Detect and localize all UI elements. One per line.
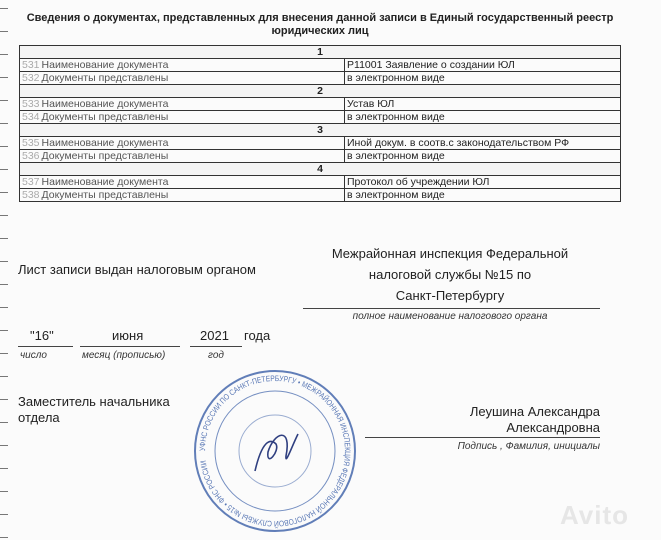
documents-table — [19, 45, 621, 202]
authority-line: Санкт-Петербургу — [395, 288, 505, 303]
margin-rule — [0, 307, 8, 308]
row-value: Протокол об учреждении ЮЛ — [345, 176, 621, 189]
section-row — [20, 163, 621, 176]
row-label: Наименование документа — [41, 137, 169, 149]
margin-rule — [0, 215, 8, 216]
row-number: 538 — [22, 189, 40, 201]
stamp-text: УФНС РОССИИ ПО САНКТ-ПЕТЕРБУРГУ • МЕЖРАЙОННАЯ ИНСПЕКЦИЯ ФЕДЕРАЛЬНОЙ НАЛОГОВОЙ СЛУЖБЫ №15 • ФНС РОССИИ — [197, 373, 353, 529]
table-row — [20, 176, 621, 189]
margin-rule — [0, 376, 8, 377]
margin-rule — [0, 537, 8, 538]
margin-rule — [0, 261, 8, 262]
row-label-cell — [20, 176, 345, 189]
section-index: 3 — [20, 124, 621, 137]
margin-rule — [0, 123, 8, 124]
section-index: 2 — [20, 85, 621, 98]
year-underline — [190, 346, 242, 347]
table-row — [20, 111, 621, 124]
margin-rule — [0, 353, 8, 354]
row-label-cell — [20, 150, 345, 163]
margin-rule — [0, 238, 8, 239]
row-label-cell — [20, 137, 345, 150]
row-number: 533 — [22, 98, 40, 110]
row-value: в электронном виде — [345, 150, 621, 163]
row-label: Наименование документа — [41, 176, 169, 188]
day-caption: число — [20, 350, 47, 361]
authority-line: Межрайонная инспекция Федеральной — [331, 246, 569, 261]
signer-name — [380, 404, 600, 436]
table-row — [20, 150, 621, 163]
table-row — [20, 137, 621, 150]
position-line: Заместитель начальника — [18, 394, 170, 409]
row-label-cell — [20, 98, 345, 111]
section-index: 4 — [20, 163, 621, 176]
signer-caption: Подпись , Фамилия, инициалы — [457, 441, 600, 452]
svg-text:УФНС РОССИИ ПО САНКТ-ПЕТЕРБУРГ — [198, 374, 352, 528]
row-number: 537 — [22, 176, 40, 188]
table-row — [20, 98, 621, 111]
section-title: Сведения о документах, представленных для внесения данной записи в Единый государственный реестр юридических лиц — [26, 12, 614, 37]
year-caption: год — [208, 350, 224, 361]
signer-line: Александровна — [506, 420, 600, 435]
row-label-cell — [20, 189, 345, 202]
margin-rule — [0, 445, 8, 446]
margin-rule — [0, 422, 8, 423]
row-label: Документы представлены — [41, 189, 169, 201]
row-value: в электронном виде — [345, 72, 621, 85]
signer-position — [18, 394, 170, 426]
date-year: 2021 — [200, 328, 229, 343]
authority-name — [300, 243, 600, 306]
authority-caption: полное наименование налогового органа — [352, 311, 548, 322]
row-label: Документы представлены — [41, 72, 169, 84]
margin-rule — [0, 284, 8, 285]
row-label-cell — [20, 72, 345, 85]
margin-rule — [0, 54, 8, 55]
table-row — [20, 189, 621, 202]
month-caption: месяц (прописью) — [82, 350, 166, 361]
margin-rule — [0, 491, 8, 492]
section-index: 1 — [20, 46, 621, 59]
signer-line: Леушина Александра — [469, 404, 600, 419]
row-value: Устав ЮЛ — [345, 98, 621, 111]
margin-rule — [0, 192, 8, 193]
margin-rule — [0, 399, 8, 400]
row-number: 534 — [22, 111, 40, 123]
margin-rule — [0, 100, 8, 101]
row-value: в электронном виде — [345, 189, 621, 202]
table-row — [20, 72, 621, 85]
row-number: 536 — [22, 150, 40, 162]
section-row — [20, 85, 621, 98]
month-underline — [80, 346, 180, 347]
row-label-cell — [20, 111, 345, 124]
row-label: Наименование документа — [41, 98, 169, 110]
row-value: Р11001 Заявление о создании ЮЛ — [345, 59, 621, 72]
row-label: Документы представлены — [41, 150, 169, 162]
signature — [255, 434, 298, 471]
margin-rule — [0, 146, 8, 147]
row-label-cell — [20, 59, 345, 72]
row-value: Иной докум. в соотв.с законодательством РФ — [345, 137, 621, 150]
margin-rule — [0, 169, 8, 170]
section-row — [20, 124, 621, 137]
signer-underline — [365, 437, 600, 438]
date-day: "16" — [30, 328, 54, 343]
authority-line: налоговой службы №15 по — [368, 267, 532, 282]
avito-watermark: Avito — [560, 500, 630, 530]
margin-rule — [0, 330, 8, 331]
position-line: отдела — [18, 410, 60, 425]
margin-rule — [0, 468, 8, 469]
date-month: июня — [112, 328, 144, 343]
row-label: Документы представлены — [41, 111, 169, 123]
margin-rule — [0, 31, 8, 32]
year-suffix: года — [244, 328, 271, 343]
table-row — [20, 59, 621, 72]
issued-label: Лист записи выдан налоговым органом — [18, 262, 256, 277]
authority-underline — [303, 308, 600, 309]
day-underline — [18, 346, 73, 347]
row-number: 535 — [22, 137, 40, 149]
row-number: 531 — [22, 59, 40, 71]
margin-rule — [0, 514, 8, 515]
row-label: Наименование документа — [41, 59, 169, 71]
official-stamp — [190, 366, 360, 536]
row-value: в электронном виде — [345, 111, 621, 124]
row-number: 532 — [22, 72, 40, 84]
margin-rule — [0, 8, 8, 9]
section-row — [20, 46, 621, 59]
margin-rule — [0, 77, 8, 78]
